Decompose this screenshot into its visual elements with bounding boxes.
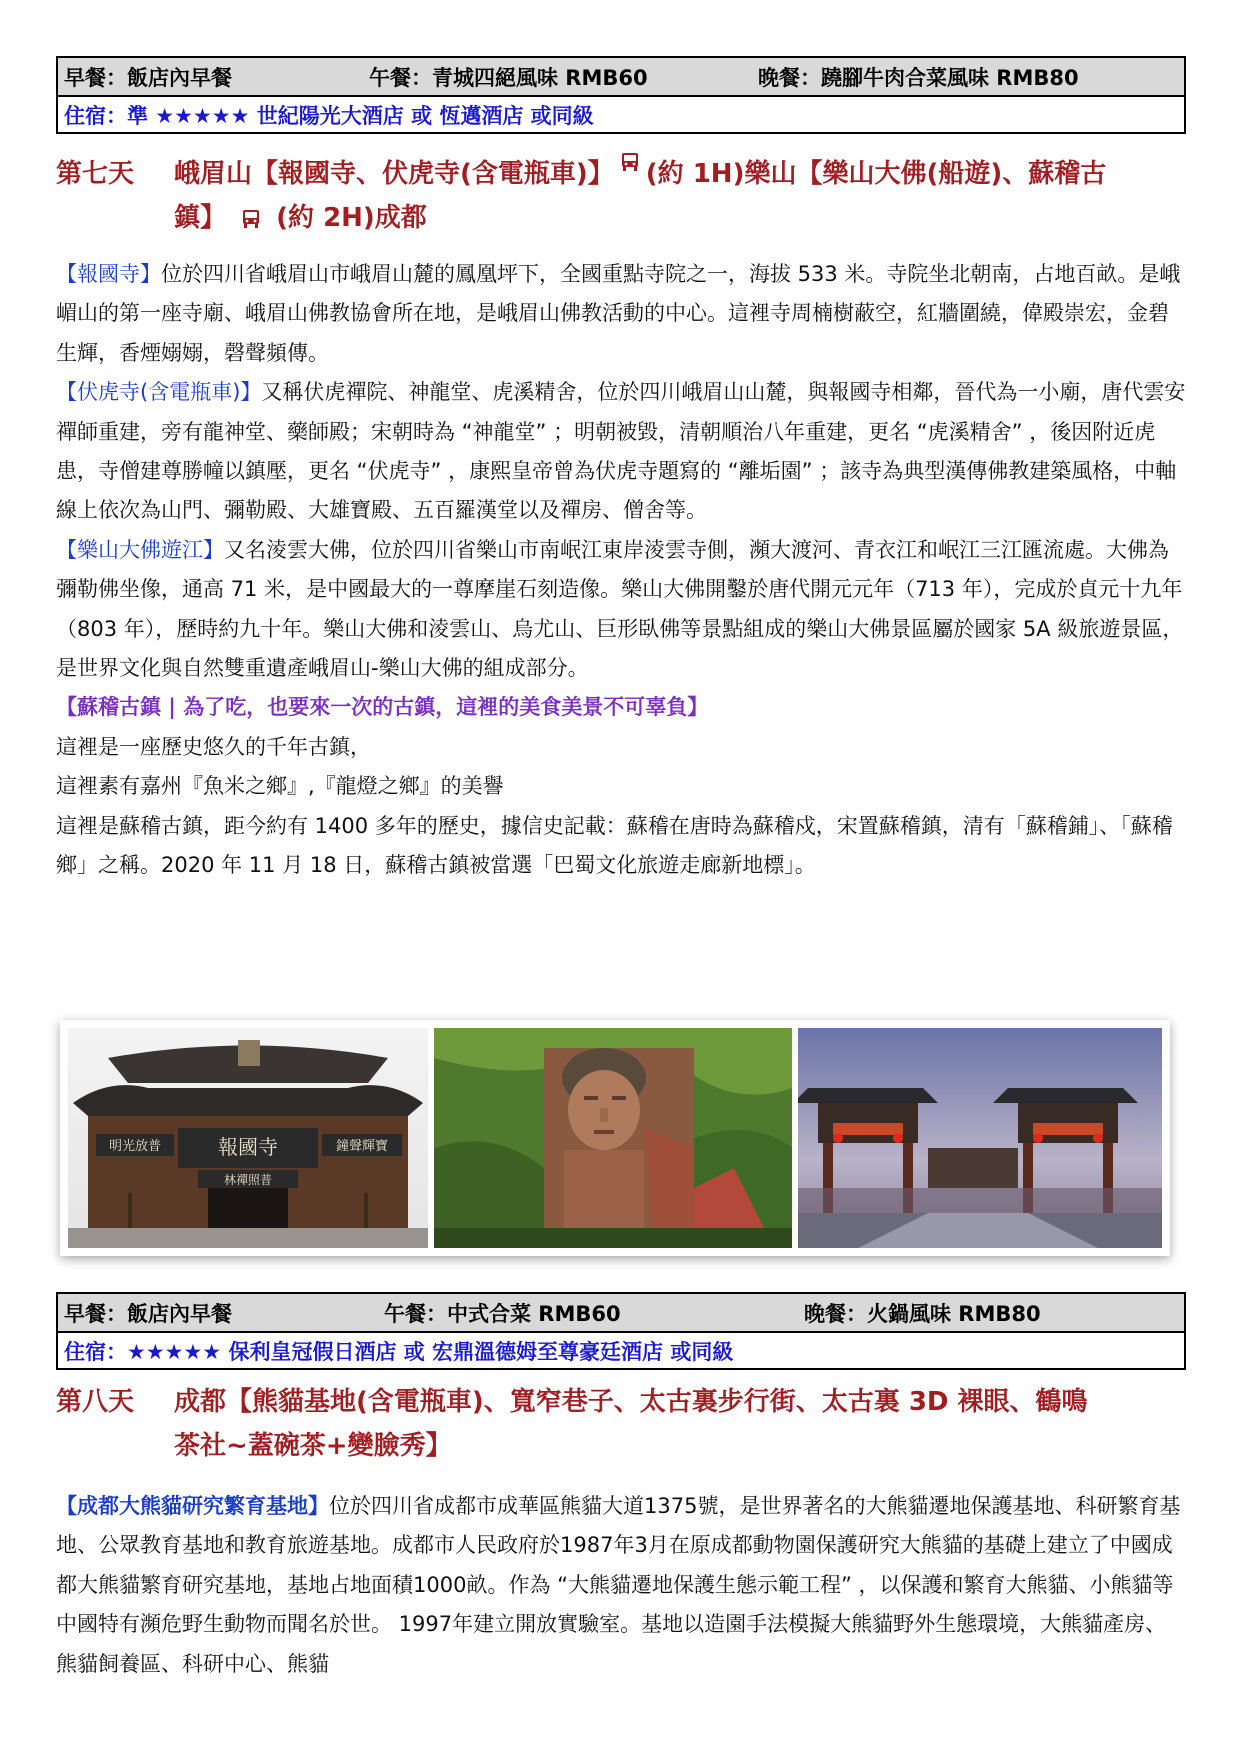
suji-line-3: 這裡是蘇稽古鎮，距今約有 1400 多年的歷史，據信史記載：蘇稽在唐時為蘇稽戍，宋置蘇稽鎮，清有「蘇稽鋪」、「蘇稽鄉」之稱。2020 年 11 月 18 日，蘇稽古鎮被當選「巴蜀文化旅遊走廊新地標」。 <box>56 813 1173 878</box>
day8-hotel-row <box>58 1331 1184 1368</box>
photo-strip <box>60 1020 1170 1256</box>
suji-highlight: 【蘇稽古鎮 | 為了吃，也要來一次的古鎮，這裡的美食美景不可辜負】 <box>56 695 709 720</box>
day8-breakfast: 早餐：飯店內早餐 <box>64 1301 232 1326</box>
day8-meal-table <box>56 1292 1186 1370</box>
day8-dinner: 晚餐：火鍋風味 RMB80 <box>804 1301 1041 1326</box>
day7-day-label: 第七天 <box>56 159 135 189</box>
photo-leshan-buddha <box>434 1028 792 1248</box>
temple-plaque-left: 明光放普 <box>108 1139 162 1154</box>
day7-lunch: 午餐：青城四絕風味 RMB60 <box>369 65 648 90</box>
bus-icon <box>620 152 640 172</box>
day7-title-1a: 峨眉山【報國寺、伏虎寺(含電瓶車)】 <box>174 159 614 189</box>
photo-baoguo-temple <box>68 1028 428 1248</box>
text-baoguo: 位於四川省峨眉山市峨眉山麓的鳳凰坪下，全國重點寺院之一，海拔 533 米。寺院坐北朝南，占地百畝。是峨嵋山的第一座寺廟、峨眉山佛教協會所在地，是峨眉山佛教活動的中心。這裡寺周楠樹蔽空，紅牆圍繞，偉殿崇宏，金碧生輝，香煙嫋嫋，磬聲頻傳。 <box>56 262 1181 365</box>
text-leshan: 又名淩雲大佛，位於四川省樂山市南岷江東岸淩雲寺側，瀕大渡河、青衣江和岷江三江匯流處。大佛為彌勒佛坐像，通高 71 米，是中國最大的一尊摩崖石刻造像。樂山大佛開鑿於唐代開元元年（713 年），完成於貞元十九年（803 年），歷時約九十年。樂山大佛和淩雲山、烏尤山、巨形臥佛等景點組成的樂山大佛景區屬於國家 5A 級旅遊景區，是世界文化與自然雙重遺產峨眉山-樂山大佛的組成部分。 <box>56 537 1184 681</box>
paragraph-panda-base <box>56 1487 1186 1684</box>
day8-lunch: 午餐：中式合菜 RMB60 <box>384 1301 621 1326</box>
day7-title-2b: (約 2H)成都 <box>276 203 427 233</box>
text-fuhu: 又稱伏虎禪院、神龍堂、虎溪精舍，位於四川峨眉山山麓，與報國寺相鄰，晉代為一小廟，唐代雲安禪師重建，旁有龍神堂、藥師殿；宋朝時為 “神龍堂” ；明朝被毀，清朝順治八年重建，更名 “虎溪精舍” ，後因附近虎患，寺僧建尊勝幢以鎮壓，更名 “伏虎寺” ，康熙皇帝曾為伏虎寺題寫的 “離垢園” ；該寺為典型漢傳佛教建築風格，中軸線上依次為山門、彌勒殿、大雄寶殿、五百羅漢堂以及禪房、僧舍等。 <box>56 380 1186 523</box>
paragraph-baoguo <box>56 255 1186 373</box>
temple-plaque-mid: 林禪照普 <box>223 1173 273 1187</box>
tag-fuhu: 【伏虎寺(含電瓶車)】 <box>56 380 262 405</box>
day8-hotel: 住宿：★★★★★ 保利皇冠假日酒店 或 宏鼎溫德姆至尊豪廷酒店 或同級 <box>64 1339 734 1364</box>
photo-suji-town <box>798 1028 1162 1248</box>
day7-meals-row <box>58 58 1184 95</box>
temple-plaque-right: 鐘聲輝寶 <box>335 1139 389 1154</box>
text-panda-base: 位於四川省成都市成華區熊貓大道1375號，是世界著名的大熊貓遷地保護基地、科研繁育基地、公眾教育基地和教育旅遊基地。成都市人民政府於1987年3月在原成都動物園保護研究大熊貓的基礎上建立了中國成都大熊貓繁育研究基地，基地占地面積1000畝。作為 “大熊貓遷地保護生態示範工程” ，以保護和繁育大熊貓、小熊貓等中國特有瀕危野生動物而聞名於世。 1997年建立開放實驗室。基地以造園手法模擬大熊貓野外生態環境，大熊貓產房、熊貓飼養區、科研中心、熊貓 <box>56 1494 1181 1676</box>
paragraph-leshan <box>56 531 1186 689</box>
tag-baoguo: 【報國寺】 <box>56 262 161 286</box>
day7-breakfast: 早餐：飯店內早餐 <box>64 65 232 90</box>
day7-title-2a: 鎮】 <box>174 203 227 233</box>
day7-hotel: 住宿：準 ★★★★★ 世紀陽光大酒店 或 恆邁酒店 或同級 <box>64 103 594 128</box>
suji-line-2: 這裡素有嘉州『魚米之鄉』,『龍燈之鄉』的美譽 <box>56 774 504 799</box>
day8-body <box>56 1487 1186 1684</box>
day7-dinner: 晚餐：蹺腳牛肉合菜風味 RMB80 <box>758 65 1079 90</box>
temple-plaque-text: 報國寺 <box>218 1135 278 1159</box>
day7-hotel-row <box>58 95 1184 132</box>
tag-leshan: 【樂山大佛遊江】 <box>56 537 224 562</box>
suji-line-1: 這裡是一座歷史悠久的千年古鎮， <box>56 734 371 759</box>
day8-title-1: 成都【熊貓基地(含電瓶車)、寬窄巷子、太古裏步行街、太古裏 3D 裸眼、鶴鳴 <box>174 1387 1088 1417</box>
day8-title-2: 茶社~蓋碗茶+變臉秀】 <box>174 1431 452 1461</box>
day8-meals-row <box>58 1294 1184 1331</box>
day8-day-label: 第八天 <box>56 1387 135 1417</box>
day7-meal-table <box>56 56 1186 134</box>
day7-heading <box>56 152 1186 240</box>
tag-panda-base: 【成都大熊貓研究繁育基地】 <box>56 1494 329 1518</box>
day7-body <box>56 255 1186 886</box>
day8-heading <box>56 1380 1186 1468</box>
bus-icon <box>241 209 261 229</box>
day7-title-1b: (約 1H)樂山【樂山大佛(船遊)、蘇稽古 <box>645 159 1107 189</box>
paragraph-fuhu <box>56 373 1186 531</box>
